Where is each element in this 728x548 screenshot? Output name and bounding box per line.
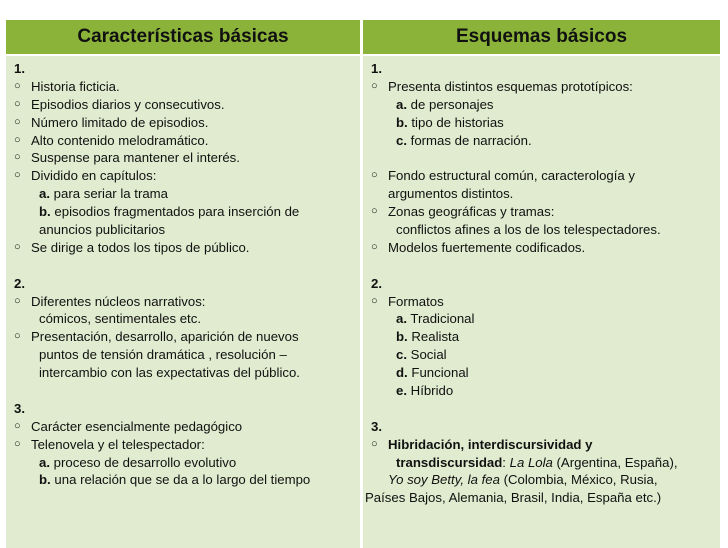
countries-text: (Argentina, España),: [552, 454, 678, 470]
list-item: ○ Dividido en capítulos:: [14, 167, 356, 185]
list-item: ○ Presenta distintos esquemas prototípicos:: [371, 78, 716, 96]
sub-text: tipo de historias: [407, 114, 504, 130]
sub-text: episodios fragmentados para inserción de: [50, 204, 300, 220]
sub-item: [14, 203, 356, 221]
list-item-continuation: Países Bajos, Alemania, Brasil, India, España etc.): [365, 490, 662, 506]
list-item: ○ Episodios diarios y consecutivos.: [14, 96, 356, 114]
sub-text: de personajes: [407, 96, 494, 112]
countries-text: (Colombia, México, Rusia,: [499, 472, 658, 488]
list-item: ○ Se dirige a todos los tipos de público.: [14, 239, 356, 257]
column-caracteristicas: [6, 56, 360, 548]
section-number: 2.: [371, 275, 382, 291]
sub-item: [371, 114, 716, 132]
list-item: ○ Formatos: [371, 293, 716, 311]
list-item: ○ Zonas geográficas y tramas:: [371, 203, 716, 221]
sub-item: [371, 310, 716, 328]
sub-item: [14, 185, 356, 203]
section-number: 1.: [14, 61, 25, 76]
list-item: ○ Telenovela y el telespectador:: [14, 436, 356, 454]
list-item: ○ Alto contenido melodramático.: [14, 132, 356, 150]
title-italic: Yo soy Betty, la fea: [388, 472, 500, 488]
list-item: ○ Número limitado de episodios.: [14, 114, 356, 132]
sub-text: formas de narración.: [407, 132, 532, 148]
sub-text: para seriar la trama: [50, 186, 168, 202]
sub-letter: b.: [39, 472, 51, 488]
list-item-continuation: [371, 454, 716, 472]
sub-letter: a.: [396, 96, 407, 112]
list-item: ○ Carácter esencialmente pedagógico: [14, 418, 356, 436]
sub-text: una relación que se da a lo largo del tiempo: [50, 472, 311, 488]
sub-text: proceso de desarrollo evolutivo: [50, 454, 237, 470]
section-number: 1.: [371, 61, 382, 76]
section-number: 3.: [14, 400, 25, 416]
sub-item: [14, 471, 356, 489]
list-item-continuation: [371, 471, 716, 489]
list-item-continuation: argumentos distintos.: [388, 186, 514, 202]
list-item: ○ Hibridación, interdiscursividad y: [371, 436, 716, 454]
sub-letter: d.: [396, 365, 408, 381]
sub-item: [14, 454, 356, 472]
sub-text: Tradicional: [407, 311, 475, 327]
list-item: ○ Fondo estructural común, caracterología y: [371, 167, 716, 185]
sub-letter: a.: [396, 311, 407, 327]
sub-text: Realista: [407, 329, 460, 345]
list-item: ○ Suspense para mantener el interés.: [14, 149, 356, 167]
sub-text: Híbrido: [407, 383, 454, 399]
sub-letter: c.: [396, 347, 407, 363]
sub-item: [371, 364, 716, 382]
sub-text: Social: [407, 347, 447, 363]
list-item-continuation: intercambio con las expectativas del público.: [39, 365, 300, 381]
section-number: 2.: [14, 275, 25, 291]
sub-text: Funcional: [407, 365, 469, 381]
list-item-continuation: cómicos, sentimentales etc.: [39, 311, 201, 327]
list-item-continuation: conflictos afines a los de los telespectadores.: [396, 222, 661, 238]
sub-letter: b.: [39, 204, 51, 220]
section-number: 3.: [371, 418, 382, 434]
column-esquemas: [363, 56, 720, 548]
sub-letter: b.: [396, 329, 408, 345]
sub-item-continuation: anuncios publicitarios: [39, 222, 166, 238]
sub-item: [371, 346, 716, 364]
sub-letter: e.: [396, 383, 407, 399]
sub-letter: c.: [396, 132, 407, 148]
header-esquemas: Esquemas básicos: [363, 20, 720, 54]
list-item: ○ Presentación, desarrollo, aparición de nuevos: [14, 328, 356, 346]
comparison-table: [6, 18, 720, 548]
sub-item: [371, 328, 716, 346]
title-italic: La Lola: [509, 454, 553, 470]
colon: :: [502, 454, 510, 470]
sub-letter: a.: [39, 186, 50, 202]
list-item: ○ Diferentes núcleos narrativos:: [14, 293, 356, 311]
bold-term: transdiscursidad: [396, 454, 503, 470]
sub-letter: a.: [39, 454, 50, 470]
list-item: ○ Modelos fuertemente codificados.: [371, 239, 716, 257]
header-caracteristicas: Características básicas: [6, 20, 360, 54]
sub-letter: b.: [396, 114, 408, 130]
list-item: ○ Historia ficticia.: [14, 78, 356, 96]
sub-item: [371, 132, 716, 150]
sub-item: [371, 382, 716, 400]
list-item-continuation: puntos de tensión dramática , resolución –: [39, 347, 287, 363]
sub-item: [371, 96, 716, 114]
